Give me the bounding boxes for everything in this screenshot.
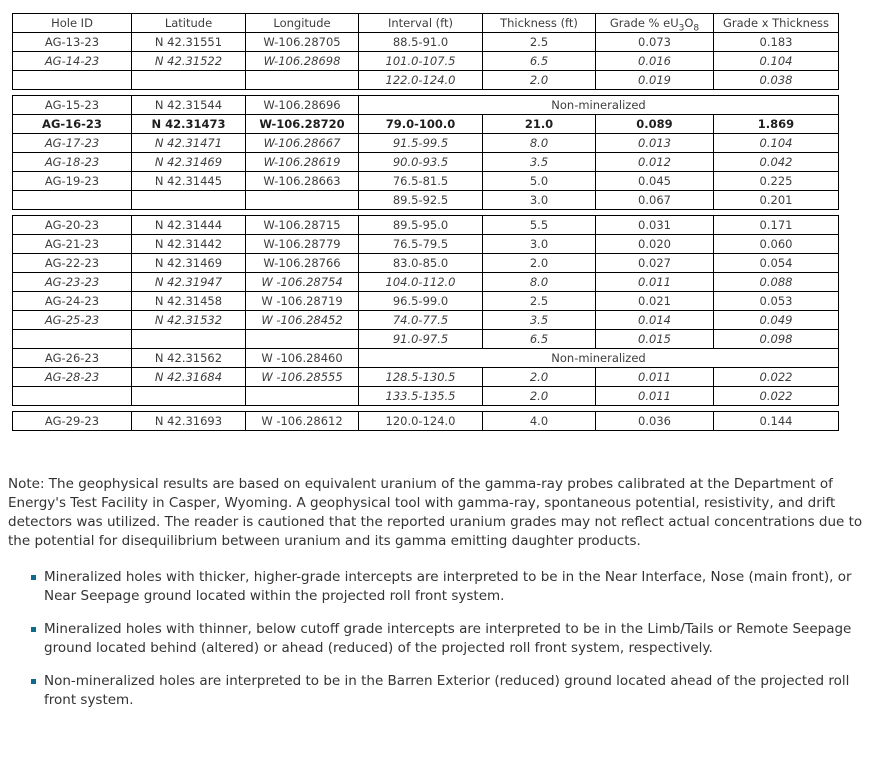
cell-grade-x-thickness: 0.225 — [714, 172, 839, 191]
cell-latitude: N 42.31544 — [132, 96, 246, 115]
cell-hole-id — [13, 191, 132, 210]
cell-longitude: W -106.28452 — [246, 311, 359, 330]
cell-latitude: N 42.31444 — [132, 216, 246, 235]
cell-grade-x-thickness: 0.171 — [714, 216, 839, 235]
cell-hole-id — [13, 71, 132, 90]
cell-grade: 0.013 — [596, 134, 714, 153]
cell-longitude — [246, 191, 359, 210]
cell-interval: 91.5-99.5 — [359, 134, 483, 153]
cell-interval: 76.5-79.5 — [359, 235, 483, 254]
cell-hole-id: AG-28-23 — [13, 368, 132, 387]
cell-interval: 74.0-77.5 — [359, 311, 483, 330]
bullet-text: Mineralized holes with thinner, below cutoff grade intercepts are interpreted to be in the Limb/Tails or Remote Seepage ground located behind (altered) or ahead (reduced) of the projected roll front system, respectively. — [44, 621, 852, 656]
cell-thickness: 21.0 — [483, 115, 596, 134]
cell-hole-id: AG-17-23 — [13, 134, 132, 153]
cell-interval: 120.0-124.0 — [359, 412, 483, 431]
cell-interval: 104.0-112.0 — [359, 273, 483, 292]
drill-results-table — [12, 13, 874, 431]
cell-latitude: N 42.31522 — [132, 52, 246, 71]
cell-latitude: N 42.31551 — [132, 33, 246, 52]
cell-latitude: N 42.31458 — [132, 292, 246, 311]
cell-longitude: W-106.28696 — [246, 96, 359, 115]
cell-grade: 0.014 — [596, 311, 714, 330]
table-row-ag-25-23 — [13, 311, 839, 330]
cell-thickness: 8.0 — [483, 273, 596, 292]
cell-grade: 0.036 — [596, 412, 714, 431]
cell-grade: 0.020 — [596, 235, 714, 254]
bullet-text: Non-mineralized holes are interpreted to be in the Barren Exterior (reduced) ground located ahead of the projected roll front system. — [44, 673, 850, 708]
cell-longitude: W -106.28719 — [246, 292, 359, 311]
column-header-longitude: Longitude — [246, 14, 359, 33]
table-row-ag-20-23 — [13, 216, 839, 235]
cell-interval: 90.0-93.5 — [359, 153, 483, 172]
cell-grade-x-thickness: 0.144 — [714, 412, 839, 431]
table-row-ag-16-23 — [13, 115, 839, 134]
cell-latitude: N 42.31947 — [132, 273, 246, 292]
table-section-2 — [12, 95, 839, 210]
cell-hole-id: AG-29-23 — [13, 412, 132, 431]
cell-grade: 0.011 — [596, 368, 714, 387]
cell-longitude: W-106.28705 — [246, 33, 359, 52]
column-header-grade-x-thickness: Grade x Thickness — [714, 14, 839, 33]
cell-thickness: 2.5 — [483, 292, 596, 311]
note-paragraph: Note: The geophysical results are based on equivalent uranium of the gamma-ray probes calibrated at the Department of Energy's Test Facility in Casper, Wyoming. A geophysical tool with gamma-ray, spontaneous potential, resistivity, and drift detectors was utilized. The reader is cautioned that the reported uranium grades may not reflect actual concentrations due to the potential for disequilibrium between uranium and its gamma emitting daughter products. — [8, 476, 863, 549]
cell-thickness: 5.5 — [483, 216, 596, 235]
table-row-ag-14-23 — [13, 52, 839, 71]
cell-latitude: N 42.31445 — [132, 172, 246, 191]
cell-hole-id: AG-13-23 — [13, 33, 132, 52]
cell-latitude — [132, 387, 246, 406]
cell-interval: 79.0-100.0 — [359, 115, 483, 134]
cell-thickness: 4.0 — [483, 412, 596, 431]
cell-grade-x-thickness: 0.104 — [714, 134, 839, 153]
cell-hole-id: AG-20-23 — [13, 216, 132, 235]
cell-interval: 91.0-97.5 — [359, 330, 483, 349]
cell-interval: 96.5-99.0 — [359, 292, 483, 311]
bullet-item-1 — [8, 568, 874, 606]
table-section-1 — [12, 13, 839, 90]
cell-longitude: W -106.28555 — [246, 368, 359, 387]
cell-hole-id: AG-22-23 — [13, 254, 132, 273]
cell-grade: 0.027 — [596, 254, 714, 273]
table-header-row — [13, 14, 839, 33]
cell-interval: 101.0-107.5 — [359, 52, 483, 71]
cell-hole-id: AG-26-23 — [13, 349, 132, 368]
cell-latitude: N 42.31469 — [132, 153, 246, 172]
cell-interval: 122.0-124.0 — [359, 71, 483, 90]
cell-thickness: 2.0 — [483, 71, 596, 90]
cell-thickness: 2.0 — [483, 368, 596, 387]
bullet-text: Mineralized holes with thicker, higher-grade intercepts are interpreted to be in the Near Interface, Nose (main front), or Near Seepage ground located within the projected roll front system. — [44, 569, 852, 604]
cell-grade-x-thickness: 1.869 — [714, 115, 839, 134]
cell-interval: 128.5-130.5 — [359, 368, 483, 387]
cell-hole-id: AG-23-23 — [13, 273, 132, 292]
cell-interval: 88.5-91.0 — [359, 33, 483, 52]
cell-non-mineralized: Non-mineralized — [359, 96, 839, 115]
cell-grade: 0.016 — [596, 52, 714, 71]
square-bullet-icon — [31, 627, 36, 632]
cell-hole-id: AG-15-23 — [13, 96, 132, 115]
cell-grade-x-thickness: 0.201 — [714, 191, 839, 210]
cell-latitude: N 42.31471 — [132, 134, 246, 153]
table-row-continuation — [13, 387, 839, 406]
cell-thickness: 2.0 — [483, 387, 596, 406]
table-row-continuation — [13, 330, 839, 349]
cell-grade-x-thickness: 0.038 — [714, 71, 839, 90]
cell-thickness: 5.0 — [483, 172, 596, 191]
table-row-continuation — [13, 191, 839, 210]
cell-interval: 133.5-135.5 — [359, 387, 483, 406]
cell-grade-x-thickness: 0.104 — [714, 52, 839, 71]
cell-longitude: W-106.28667 — [246, 134, 359, 153]
table-row-ag-21-23 — [13, 235, 839, 254]
cell-hole-id: AG-19-23 — [13, 172, 132, 191]
cell-thickness: 6.5 — [483, 52, 596, 71]
cell-grade: 0.045 — [596, 172, 714, 191]
cell-grade: 0.067 — [596, 191, 714, 210]
table-row-ag-28-23 — [13, 368, 839, 387]
column-header-hole-id: Hole ID — [13, 14, 132, 33]
cell-hole-id: AG-14-23 — [13, 52, 132, 71]
table-section-4 — [12, 411, 839, 431]
cell-grade-x-thickness: 0.022 — [714, 387, 839, 406]
table-row-continuation — [13, 71, 839, 90]
cell-longitude: W-106.28766 — [246, 254, 359, 273]
cell-latitude — [132, 71, 246, 90]
cell-grade-x-thickness: 0.053 — [714, 292, 839, 311]
table-row-ag-17-23 — [13, 134, 839, 153]
cell-thickness: 3.5 — [483, 311, 596, 330]
cell-grade: 0.073 — [596, 33, 714, 52]
table-section-3 — [12, 215, 839, 406]
cell-thickness: 8.0 — [483, 134, 596, 153]
table-row-ag-15-23 — [13, 96, 839, 115]
cell-hole-id: AG-25-23 — [13, 311, 132, 330]
cell-thickness: 3.0 — [483, 191, 596, 210]
table-row-ag-19-23 — [13, 172, 839, 191]
cell-latitude: N 42.31684 — [132, 368, 246, 387]
cell-grade: 0.012 — [596, 153, 714, 172]
cell-latitude: N 42.31473 — [132, 115, 246, 134]
column-header-grade: Grade % $eU_3O_8$ — [596, 14, 714, 33]
cell-longitude: W-106.28779 — [246, 235, 359, 254]
cell-thickness: 2.0 — [483, 254, 596, 273]
cell-grade-x-thickness: 0.183 — [714, 33, 839, 52]
cell-latitude: N 42.31693 — [132, 412, 246, 431]
cell-interval: 83.0-85.0 — [359, 254, 483, 273]
cell-non-mineralized: Non-mineralized — [359, 349, 839, 368]
bullet-item-3 — [8, 672, 874, 710]
column-header-interval: Interval (ft) — [359, 14, 483, 33]
cell-interval: 76.5-81.5 — [359, 172, 483, 191]
cell-grade: 0.011 — [596, 273, 714, 292]
cell-hole-id: AG-18-23 — [13, 153, 132, 172]
cell-longitude — [246, 71, 359, 90]
cell-longitude: W -106.28754 — [246, 273, 359, 292]
cell-latitude: N 42.31442 — [132, 235, 246, 254]
cell-latitude — [132, 330, 246, 349]
cell-longitude: W -106.28612 — [246, 412, 359, 431]
table-row-ag-23-23 — [13, 273, 839, 292]
table-row-ag-22-23 — [13, 254, 839, 273]
bullet-item-2 — [8, 620, 874, 658]
cell-longitude: W-106.28619 — [246, 153, 359, 172]
cell-grade: 0.019 — [596, 71, 714, 90]
cell-latitude: N 42.31469 — [132, 254, 246, 273]
cell-hole-id — [13, 330, 132, 349]
cell-grade-x-thickness: 0.042 — [714, 153, 839, 172]
cell-interval: 89.5-95.0 — [359, 216, 483, 235]
cell-grade: 0.015 — [596, 330, 714, 349]
table-row-ag-24-23 — [13, 292, 839, 311]
cell-grade: 0.021 — [596, 292, 714, 311]
cell-latitude: N 42.31532 — [132, 311, 246, 330]
cell-hole-id: AG-16-23 — [13, 115, 132, 134]
cell-hole-id: AG-21-23 — [13, 235, 132, 254]
cell-longitude: W-106.28715 — [246, 216, 359, 235]
cell-grade-x-thickness: 0.098 — [714, 330, 839, 349]
column-header-thickness: Thickness (ft) — [483, 14, 596, 33]
cell-latitude — [132, 191, 246, 210]
cell-grade: 0.011 — [596, 387, 714, 406]
cell-longitude — [246, 387, 359, 406]
cell-thickness: 2.5 — [483, 33, 596, 52]
cell-hole-id: AG-24-23 — [13, 292, 132, 311]
cell-latitude: N 42.31562 — [132, 349, 246, 368]
cell-grade: 0.089 — [596, 115, 714, 134]
cell-interval: 89.5-92.5 — [359, 191, 483, 210]
cell-longitude: W-106.28720 — [246, 115, 359, 134]
cell-longitude: W-106.28698 — [246, 52, 359, 71]
cell-grade-x-thickness: 0.049 — [714, 311, 839, 330]
column-header-latitude: Latitude — [132, 14, 246, 33]
bullet-list — [8, 568, 874, 710]
square-bullet-icon — [31, 575, 36, 580]
cell-longitude — [246, 330, 359, 349]
cell-hole-id — [13, 387, 132, 406]
cell-longitude: W -106.28460 — [246, 349, 359, 368]
cell-thickness: 3.0 — [483, 235, 596, 254]
table-row-ag-13-23 — [13, 33, 839, 52]
table-row-ag-29-23 — [13, 412, 839, 431]
cell-grade-x-thickness: 0.022 — [714, 368, 839, 387]
cell-thickness: 3.5 — [483, 153, 596, 172]
table-row-ag-26-23 — [13, 349, 839, 368]
table-row-ag-18-23 — [13, 153, 839, 172]
cell-grade-x-thickness: 0.054 — [714, 254, 839, 273]
cell-thickness: 6.5 — [483, 330, 596, 349]
cell-grade: 0.031 — [596, 216, 714, 235]
cell-longitude: W-106.28663 — [246, 172, 359, 191]
cell-grade-x-thickness: 0.060 — [714, 235, 839, 254]
cell-grade-x-thickness: 0.088 — [714, 273, 839, 292]
square-bullet-icon — [31, 679, 36, 684]
